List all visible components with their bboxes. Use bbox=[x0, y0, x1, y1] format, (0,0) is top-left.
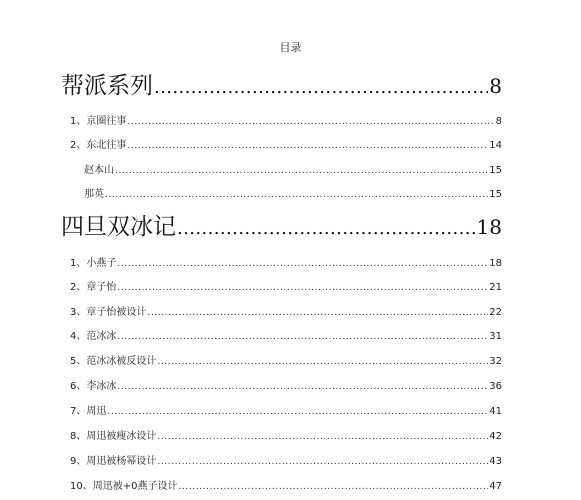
entry-title: 1、小燕子 bbox=[70, 258, 117, 269]
entry-title: 4、范冰冰 bbox=[70, 331, 117, 342]
entry-title: 5、范冰冰被反设计 bbox=[70, 356, 157, 367]
dot-leader bbox=[154, 74, 488, 102]
entry-title: 1、京圈往事 bbox=[70, 116, 127, 127]
page-number: 8 bbox=[489, 74, 502, 98]
page-number: 36 bbox=[489, 381, 502, 392]
toc-entry bbox=[70, 138, 502, 153]
dot-leader bbox=[127, 139, 488, 154]
entry-title: 2、东北往事 bbox=[70, 140, 127, 151]
toc-entry bbox=[70, 479, 502, 494]
section-title: 帮派系列 bbox=[61, 73, 153, 99]
page-number: 32 bbox=[489, 356, 502, 367]
dot-leader bbox=[105, 188, 488, 203]
toc-entry bbox=[70, 354, 502, 369]
dot-leader bbox=[117, 281, 488, 296]
entry-title: 2、章子怡 bbox=[70, 282, 117, 293]
page-number: 43 bbox=[489, 456, 502, 467]
page-number: 47 bbox=[489, 481, 502, 492]
dot-leader bbox=[117, 257, 488, 272]
dot-leader bbox=[157, 430, 488, 445]
toc-entry bbox=[70, 305, 502, 320]
toc-entry bbox=[70, 379, 502, 394]
entry-title: 3、章子怡被设计 bbox=[70, 307, 147, 318]
page-number: 14 bbox=[489, 140, 502, 151]
page-number: 31 bbox=[489, 331, 502, 342]
entry-title: 那英 bbox=[84, 189, 104, 200]
page-number: 18 bbox=[476, 215, 502, 239]
toc-section-heading bbox=[61, 72, 502, 100]
entry-title: 9、周迅被杨幂设计 bbox=[70, 456, 157, 467]
toc-entry bbox=[70, 404, 502, 419]
dot-leader bbox=[115, 164, 488, 179]
toc-subentry bbox=[84, 163, 502, 178]
entry-title: 赵本山 bbox=[84, 165, 114, 176]
page-number: 41 bbox=[489, 406, 502, 417]
dot-leader bbox=[177, 215, 476, 243]
toc-entry bbox=[70, 454, 502, 469]
entry-title: 10、周迅被+0燕子设计 bbox=[70, 481, 178, 492]
toc-section-heading bbox=[61, 213, 502, 241]
page-number: 42 bbox=[489, 431, 502, 442]
dot-leader bbox=[157, 455, 488, 470]
page-number: 21 bbox=[489, 282, 502, 293]
entry-title: 7、周迅 bbox=[70, 406, 107, 417]
dot-leader bbox=[117, 330, 488, 345]
toc-entry bbox=[70, 280, 502, 295]
toc-entry bbox=[70, 329, 502, 344]
dot-leader bbox=[157, 355, 488, 370]
page-number: 15 bbox=[489, 189, 502, 200]
section-title: 四旦双冰记 bbox=[61, 214, 176, 240]
dot-leader bbox=[147, 306, 488, 321]
dot-leader bbox=[178, 480, 488, 495]
page-number: 18 bbox=[489, 258, 502, 269]
toc-subentry bbox=[84, 187, 502, 202]
toc-entry bbox=[70, 429, 502, 444]
page-number: 15 bbox=[489, 165, 502, 176]
page-number: 8 bbox=[495, 116, 502, 127]
page-number: 22 bbox=[489, 307, 502, 318]
toc-title: 目录 bbox=[279, 41, 302, 54]
entry-title: 8、周迅被瘦冰设计 bbox=[70, 431, 157, 442]
dot-leader bbox=[107, 405, 488, 420]
dot-leader bbox=[117, 380, 488, 395]
entry-title: 6、李冰冰 bbox=[70, 381, 117, 392]
toc-entry bbox=[70, 114, 502, 129]
toc-entry bbox=[70, 256, 502, 271]
dot-leader bbox=[127, 115, 494, 130]
